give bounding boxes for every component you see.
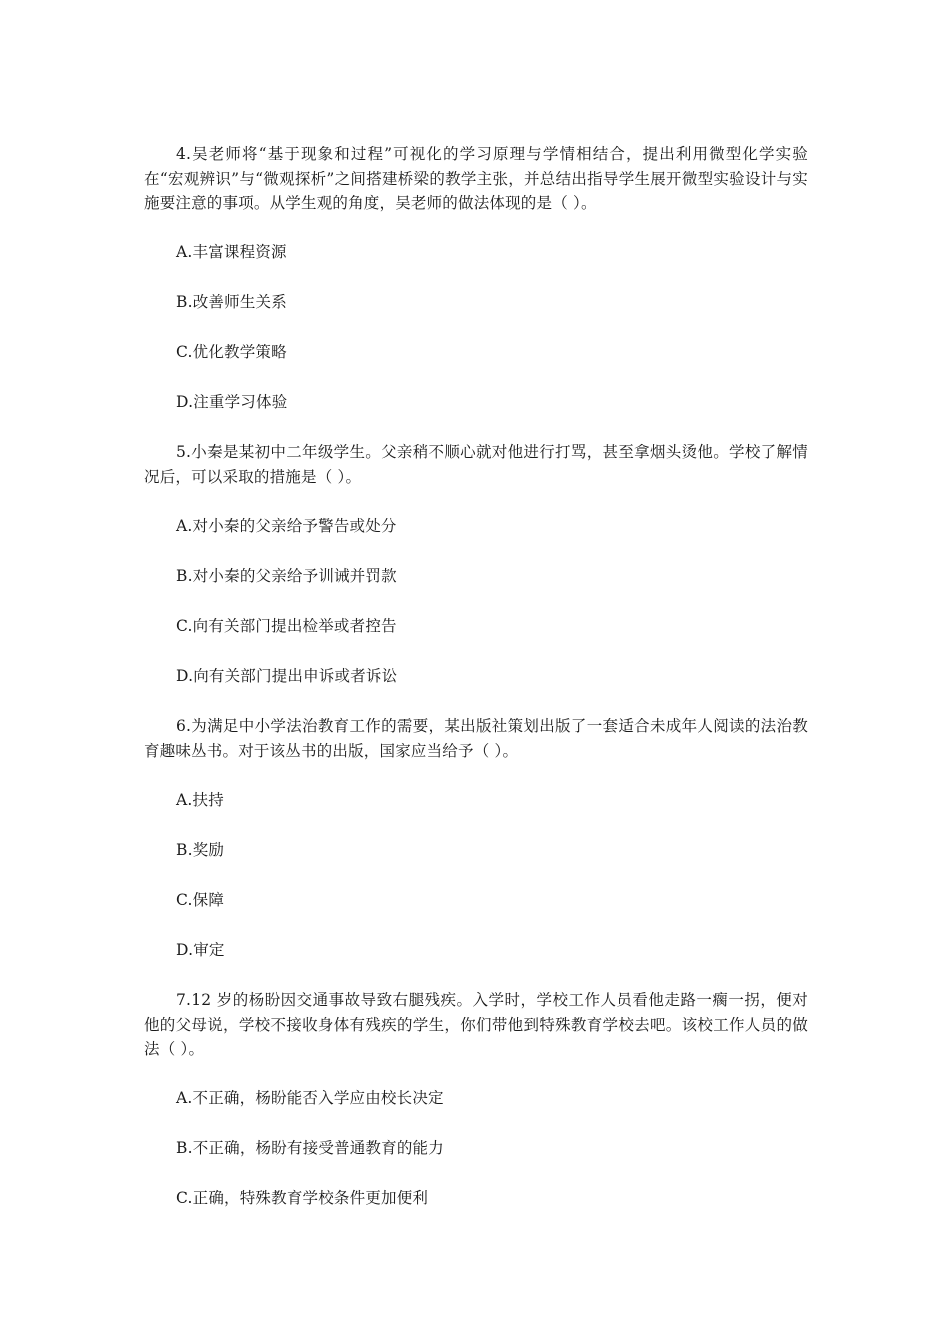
- question-5-option-c: C.向有关部门提出检举或者控告: [176, 617, 397, 635]
- question-6-option-d: D.审定: [176, 941, 225, 959]
- question-7-stem: 7.12 岁的杨盼因交通事故导致右腿残疾。入学时，学校工作人员看他走路一瘸一拐，便对他的父母说，学校不接收身体有残疾的学生，你们带他到特殊教育学校去吧。该校工作人员的做法（ ）。: [144, 991, 808, 1058]
- question-4-option-b: B.改善师生关系: [176, 293, 287, 311]
- question-7-option-b: B.不正确，杨盼有接受普通教育的能力: [176, 1139, 444, 1157]
- question-6-option-c: C.保障: [176, 891, 225, 909]
- question-4-stem: 4.吴老师将“基于现象和过程”可视化的学习原理与学情相结合，提出利用微型化学实验在“宏观辨识”与“微观探析”之间搭建桥梁的教学主张，并总结出指导学生展开微型实验设计与实施要注意的事项。从学生观的角度，吴老师的做法体现的是（ ）。: [144, 145, 808, 212]
- question-4-option-a: A.丰富课程资源: [176, 243, 287, 261]
- question-4-option-d: D.注重学习体验: [176, 393, 288, 411]
- question-6-option-b: B.奖励: [176, 841, 225, 859]
- question-4-option-c: C.优化教学策略: [176, 343, 287, 361]
- question-7-option-c: C.正确，特殊教育学校条件更加便利: [176, 1189, 429, 1207]
- question-6-stem: 6.为满足中小学法治教育工作的需要，某出版社策划出版了一套适合未成年人阅读的法治教育趣味丛书。对于该丛书的出版，国家应当给予（ ）。: [144, 717, 808, 760]
- question-7-option-a: A.不正确，杨盼能否入学应由校长决定: [176, 1089, 444, 1107]
- question-6-option-a: A.扶持: [176, 791, 224, 809]
- question-5-stem: 5.小秦是某初中二年级学生。父亲稍不顺心就对他进行打骂，甚至拿烟头烫他。学校了解情况后，可以采取的措施是（ ）。: [144, 443, 808, 486]
- question-5-option-a: A.对小秦的父亲给予警告或处分: [176, 517, 397, 535]
- question-5-option-b: B.对小秦的父亲给予训诫并罚款: [176, 567, 397, 585]
- question-5-option-d: D.向有关部门提出申诉或者诉讼: [176, 667, 398, 685]
